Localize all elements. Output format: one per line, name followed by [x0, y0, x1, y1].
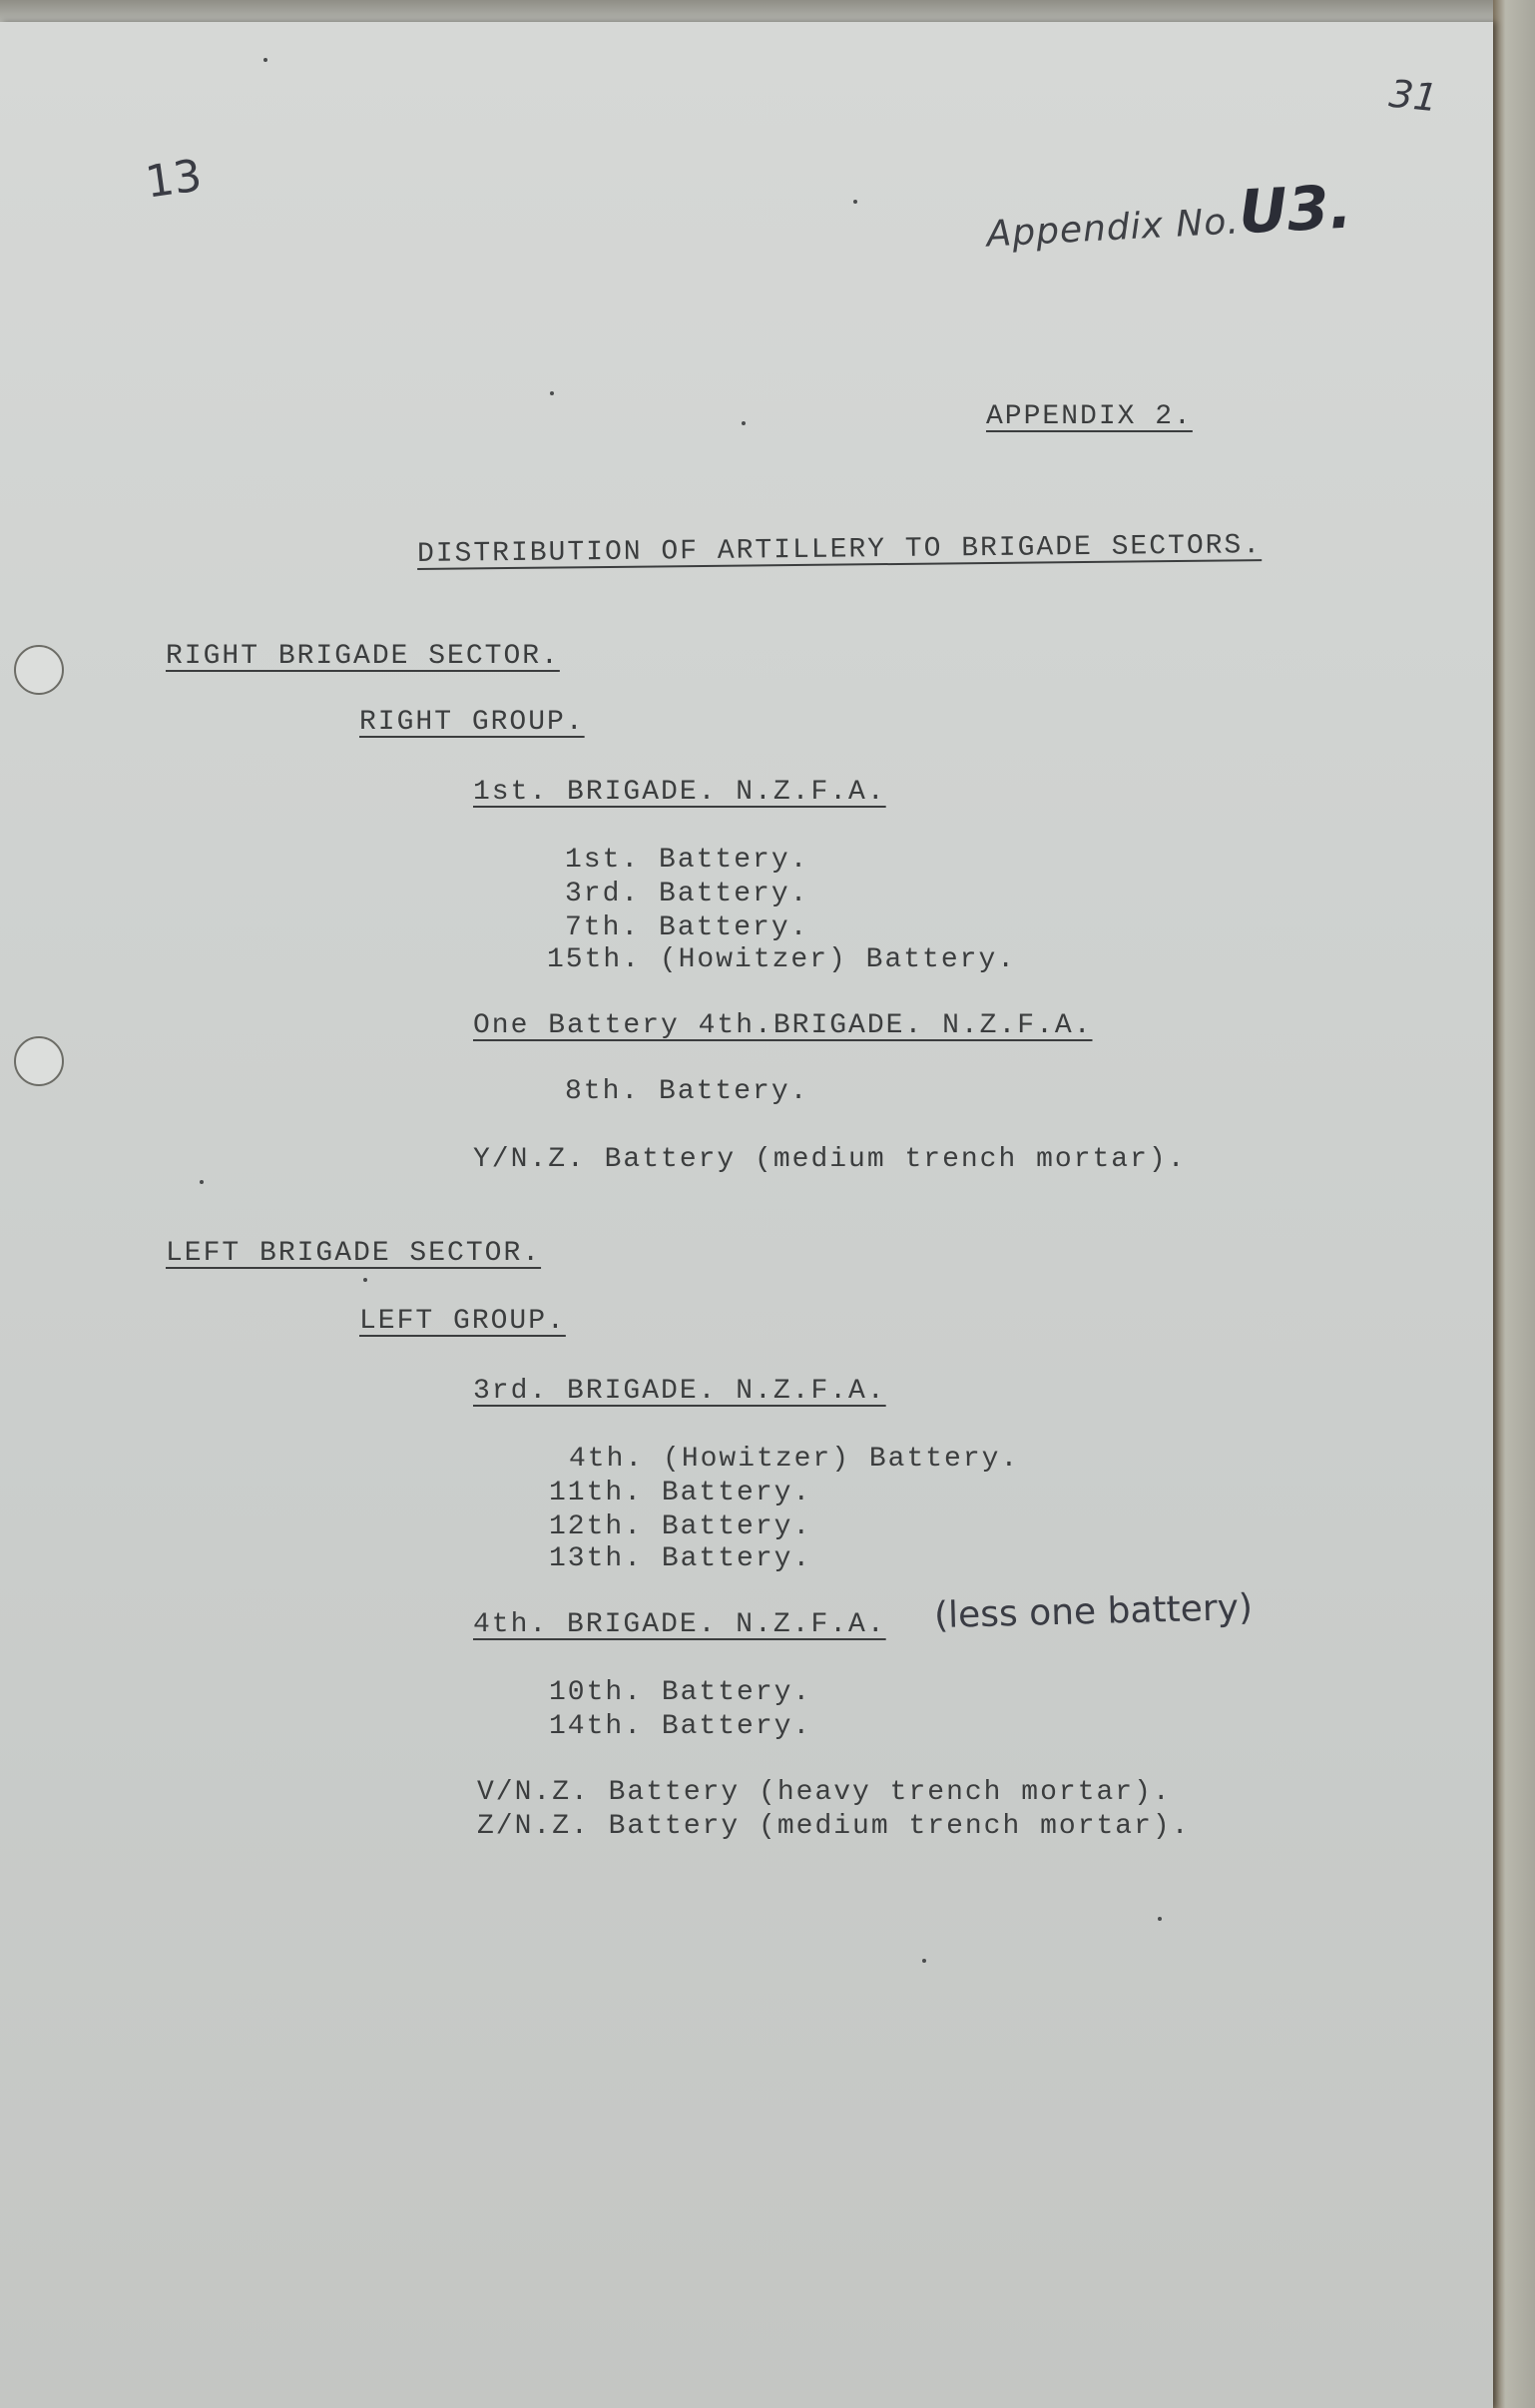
speck [922, 1959, 926, 1963]
speck [550, 391, 554, 395]
page-number: 13 [142, 150, 206, 209]
document-page [0, 22, 1493, 2408]
left-second-battery-item: 14th. Battery. [549, 1711, 812, 1742]
page-binding-edge [1493, 0, 1535, 2408]
speck [1158, 1917, 1162, 1921]
speck [263, 58, 267, 62]
left-brigade-heading: 3rd. BRIGADE. N.Z.F.A. [473, 1376, 886, 1407]
right-mortar-battery: Y/N.Z. Battery (medium trench mortar). [473, 1144, 1187, 1175]
left-mortar-battery: Z/N.Z. Battery (medium trench mortar). [477, 1811, 1191, 1842]
appendix-stamp-number: U3. [1237, 172, 1354, 249]
right-group-heading: RIGHT GROUP. [359, 707, 585, 738]
right-attached-brigade: One Battery 4th.BRIGADE. N.Z.F.A. [473, 1010, 1093, 1041]
right-battery-item: 15th. (Howitzer) Battery. [547, 944, 1017, 975]
right-battery-item: 1st. Battery. [565, 845, 809, 876]
less-one-battery-note: (less one battery) [933, 1586, 1254, 1637]
left-second-battery-item: 10th. Battery. [549, 1677, 812, 1708]
left-battery-item: 11th. Battery. [549, 1478, 812, 1508]
left-battery-item: 4th. (Howitzer) Battery. [569, 1444, 1020, 1475]
right-brigade-heading: 1st. BRIGADE. N.Z.F.A. [473, 777, 886, 808]
left-group-heading: LEFT GROUP. [359, 1306, 566, 1337]
top-sheet-edge [0, 0, 1535, 24]
speck [853, 200, 857, 204]
right-attached-battery-item: 8th. Battery. [565, 1076, 809, 1107]
left-battery-item: 13th. Battery. [549, 1543, 812, 1574]
folio-number: 31 [1386, 71, 1440, 121]
punch-hole-upper [14, 645, 64, 695]
punch-hole-lower [14, 1036, 64, 1086]
right-sector-heading: RIGHT BRIGADE SECTOR. [166, 641, 560, 672]
right-battery-item: 7th. Battery. [565, 912, 809, 943]
appendix-stamp-label: Appendix No. [985, 201, 1241, 256]
main-title: DISTRIBUTION OF ARTILLERY TO BRIGADE SECTORS. [416, 530, 1263, 570]
left-battery-item: 12th. Battery. [549, 1511, 812, 1542]
left-sector-heading: LEFT BRIGADE SECTOR. [166, 1238, 542, 1269]
appendix-title: APPENDIX 2. [986, 401, 1193, 432]
appendix-stamp [984, 172, 1353, 261]
left-mortar-battery: V/N.Z. Battery (heavy trench mortar). [477, 1777, 1172, 1808]
right-battery-item: 3rd. Battery. [565, 879, 809, 909]
speck [200, 1180, 204, 1184]
speck [363, 1278, 367, 1282]
left-second-brigade: 4th. BRIGADE. N.Z.F.A. [473, 1609, 886, 1640]
speck [742, 421, 746, 425]
